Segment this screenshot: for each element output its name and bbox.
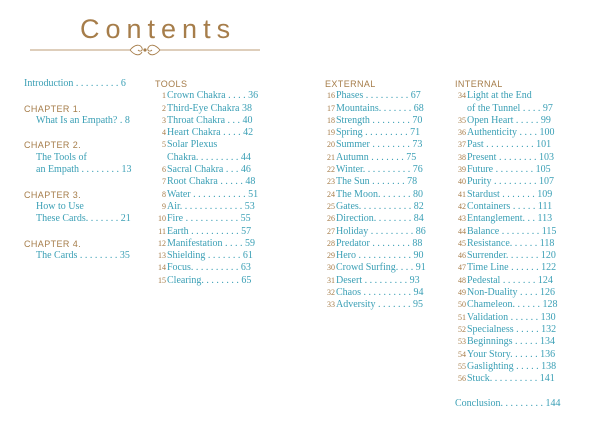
entry-number: 20	[327, 140, 335, 150]
entry-number: 4	[162, 128, 166, 138]
entry-title: Entanglement. . . 113	[467, 213, 553, 225]
entry-title: Resistance. . . . . . 118	[467, 237, 555, 249]
entry-title: Crown Chakra . . . . 36	[167, 90, 259, 102]
toc-entry[interactable]	[325, 287, 455, 299]
entry-title: Winter. . . . . . . . . . 76	[336, 164, 423, 176]
toc-entry[interactable]	[455, 152, 595, 164]
entry-title: Strength . . . . . . . . 70	[336, 114, 423, 126]
entry-title: Root Chakra . . . . . 48	[167, 176, 256, 188]
toc-entry[interactable]	[455, 361, 595, 373]
entry-number: 43	[458, 214, 466, 224]
external-list	[325, 90, 455, 311]
entry-title: Autumn . . . . . . . 75	[336, 151, 417, 163]
entry-title: Earth . . . . . . . . . . 57	[167, 225, 252, 237]
entry-title: Focus. . . . . . . . . . 63	[167, 262, 251, 274]
entry-number: 32	[327, 288, 335, 298]
toc-entry-chapter[interactable]: The Tools of	[36, 151, 87, 163]
entry-title: Throat Chakra . . . 40	[167, 114, 253, 126]
page-title: Contents	[80, 14, 237, 44]
entry-title: Validation . . . . . . 130	[467, 311, 556, 323]
entry-title: Hero . . . . . . . . . . . 90	[336, 250, 424, 262]
entry-title: Authenticity . . . . 100	[467, 127, 555, 139]
toc-entry[interactable]	[155, 90, 285, 102]
entry-number: 37	[458, 140, 466, 150]
entry-number: 12	[158, 238, 166, 248]
toc-entry[interactable]	[155, 152, 285, 164]
toc-entry[interactable]	[455, 90, 595, 102]
entry-number: 13	[158, 251, 166, 261]
toc-entry[interactable]	[155, 238, 285, 250]
contents-column-internal	[455, 78, 595, 410]
entry-number: 16	[327, 91, 335, 101]
entry-number: 5	[162, 140, 166, 150]
entry-title: Clearing. . . . . . . . 65	[167, 274, 252, 286]
toc-entry[interactable]	[325, 201, 455, 213]
entry-number: 26	[327, 214, 335, 224]
entry-title: Chakra. . . . . . . . . 44	[167, 151, 251, 163]
entry-number: 25	[327, 201, 335, 211]
entry-title: Non-Duality . . . . 126	[467, 287, 556, 299]
entry-number: 49	[458, 288, 466, 298]
entry-number: 22	[327, 165, 335, 175]
section-heading-tools: TOOLS	[155, 79, 188, 89]
entry-number: 9	[162, 201, 166, 211]
toc-entry[interactable]	[325, 213, 455, 225]
toc-entry[interactable]	[325, 164, 455, 176]
entry-title: Phases . . . . . . . . . 67	[336, 90, 421, 102]
entry-title: Containers . . . . . 111	[467, 200, 553, 212]
entry-number: 29	[327, 251, 335, 261]
contents-column-intro	[24, 78, 154, 262]
entry-title: Chameleon. . . . . . 128	[467, 299, 558, 311]
toc-entry[interactable]	[155, 115, 285, 127]
toc-entry[interactable]	[455, 336, 595, 348]
entry-number: 55	[458, 361, 466, 371]
entry-number: 51	[458, 312, 466, 322]
entry-title: Crowd Surfing. . . . 91	[336, 262, 426, 274]
chapter-heading: CHAPTER 3.	[24, 189, 82, 200]
entry-number: 8	[162, 189, 166, 199]
entry-title: Specialness . . . . . 132	[467, 323, 557, 335]
toc-entry[interactable]	[455, 250, 595, 262]
toc-entry[interactable]	[325, 176, 455, 188]
entry-number: 34	[458, 91, 466, 101]
toc-entry[interactable]	[155, 139, 285, 151]
toc-entry[interactable]	[455, 324, 595, 336]
toc-entry[interactable]	[455, 139, 595, 151]
toc-entry[interactable]	[325, 152, 455, 164]
contents-column-external	[325, 78, 455, 312]
toc-entry[interactable]	[155, 226, 285, 238]
toc-entry[interactable]	[455, 238, 595, 250]
entry-title: Water . . . . . . . . . . . 51	[167, 188, 259, 200]
entry-title: Time Line . . . . . . 122	[467, 262, 557, 274]
toc-entry[interactable]	[155, 250, 285, 262]
toc-entry[interactable]	[325, 238, 455, 250]
tools-list	[155, 90, 285, 287]
entry-title: Light at the End	[467, 90, 532, 102]
toc-entry[interactable]	[455, 312, 595, 324]
toc-entry-chapter[interactable]: These Cards. . . . . . . 21	[36, 213, 131, 225]
entry-title: Surrender. . . . . . . 120	[467, 250, 556, 262]
entry-number: 52	[458, 324, 466, 334]
entry-title: Heart Chakra . . . . 42	[167, 127, 254, 139]
entry-title: Third-Eye Chakra 38	[167, 102, 252, 114]
toc-entry[interactable]	[455, 201, 595, 213]
entry-number: 54	[458, 349, 466, 359]
entry-number: 17	[327, 103, 335, 113]
toc-entry[interactable]	[455, 349, 595, 361]
entry-number: 1	[162, 91, 166, 101]
entry-number: 46	[458, 251, 466, 261]
toc-entry[interactable]	[155, 213, 285, 225]
entry-number: 24	[327, 189, 335, 199]
entry-title: Sacral Chakra . . . 46	[167, 164, 251, 176]
entry-number: 21	[327, 152, 335, 162]
entry-title: Stardust . . . . . . . 109	[467, 188, 553, 200]
entry-number: 15	[158, 275, 166, 285]
toc-entry[interactable]	[325, 189, 455, 201]
toc-entry-introduction[interactable]: Introduction . . . . . . . . . 6	[24, 78, 126, 89]
entry-title: Solar Plexus	[167, 139, 218, 151]
entry-title: Beginnings . . . . . 134	[467, 336, 556, 348]
toc-entry-conclusion[interactable]: Conclusion. . . . . . . . . 144	[455, 397, 561, 409]
entry-title: Purity . . . . . . . . . 107	[467, 176, 554, 188]
entry-title: Pedestal . . . . . . . 124	[467, 274, 553, 286]
toc-entry[interactable]	[455, 213, 595, 225]
toc-entry-chapter[interactable]: How to Use	[36, 200, 84, 212]
toc-entry[interactable]	[155, 164, 285, 176]
toc-entry[interactable]	[325, 299, 455, 311]
entry-number: 47	[458, 263, 466, 273]
entry-title: of the Tunnel . . . . 97	[467, 102, 553, 114]
entry-number: 14	[158, 263, 166, 273]
entry-title: Desert . . . . . . . . . 93	[336, 274, 420, 286]
entry-title: Gaslighting . . . . . 138	[467, 360, 557, 372]
entry-title: Stuck. . . . . . . . . . 141	[467, 373, 555, 385]
toc-entry[interactable]	[325, 115, 455, 127]
toc-entry[interactable]	[455, 176, 595, 188]
entry-number: 19	[327, 128, 335, 138]
entry-title: Open Heart . . . . . 99	[467, 114, 551, 126]
entry-title: Adversity . . . . . . . 95	[336, 299, 423, 311]
entry-number: 36	[458, 128, 466, 138]
chapter-heading: CHAPTER 2.	[24, 140, 82, 151]
entry-number: 31	[327, 275, 335, 285]
toc-entry[interactable]	[325, 127, 455, 139]
toc-entry[interactable]	[325, 275, 455, 287]
toc-entry[interactable]	[455, 262, 595, 274]
entry-number: 2	[162, 103, 166, 113]
chapter-heading: CHAPTER 4.	[24, 238, 82, 249]
chapter-heading: CHAPTER 1.	[24, 103, 82, 114]
toc-entry[interactable]	[155, 127, 285, 139]
entry-number: 28	[327, 238, 335, 248]
entry-title: Direction. . . . . . . . 84	[336, 213, 424, 225]
entry-number: 50	[458, 300, 466, 310]
toc-entry[interactable]	[455, 103, 595, 115]
internal-list	[455, 90, 595, 385]
toc-entry-chapter[interactable]: The Cards . . . . . . . . 35	[36, 250, 130, 262]
entry-title: Shielding . . . . . . . 61	[167, 250, 253, 262]
toc-entry[interactable]	[455, 287, 595, 299]
entry-number: 53	[458, 337, 466, 347]
entry-number: 44	[458, 226, 466, 236]
entry-number: 11	[158, 226, 166, 236]
toc-entry[interactable]	[455, 115, 595, 127]
toc-entry[interactable]	[155, 176, 285, 188]
entry-title: The Moon. . . . . . . 80	[336, 188, 423, 200]
entry-number: 33	[327, 300, 335, 310]
entry-title: Spring . . . . . . . . . 71	[336, 127, 421, 139]
entry-title: Holiday . . . . . . . . . 86	[336, 225, 426, 237]
toc-entry-chapter[interactable]: an Empath . . . . . . . . 13	[36, 164, 132, 176]
entry-title: Air. . . . . . . . . . . . . 53	[167, 200, 255, 212]
toc-entry[interactable]	[455, 299, 595, 311]
entry-title: Your Story. . . . . . 136	[467, 348, 556, 360]
entry-number: 27	[327, 226, 335, 236]
entry-number: 40	[458, 177, 466, 187]
entry-title: Fire . . . . . . . . . . . 55	[167, 213, 251, 225]
toc-entry[interactable]	[455, 275, 595, 287]
entry-title: Predator . . . . . . . . 88	[336, 237, 423, 249]
entry-number: 7	[162, 177, 166, 187]
toc-entry[interactable]	[455, 127, 595, 139]
entry-number: 35	[458, 115, 466, 125]
entry-number: 48	[458, 275, 466, 285]
entry-number: 10	[158, 214, 166, 224]
entry-title: Past . . . . . . . . . . 101	[467, 139, 552, 151]
entry-number: 41	[458, 189, 466, 199]
toc-entry[interactable]	[455, 189, 595, 201]
entry-title: Present . . . . . . . . 103	[467, 151, 554, 163]
toc-entry[interactable]	[155, 262, 285, 274]
entry-number: 56	[458, 374, 466, 384]
entry-number: 45	[458, 238, 466, 248]
entry-number: 38	[458, 152, 466, 162]
entry-number: 39	[458, 165, 466, 175]
toc-entry[interactable]	[325, 90, 455, 102]
toc-entry[interactable]	[155, 275, 285, 287]
entry-number: 6	[162, 165, 166, 175]
entry-title: Future . . . . . . . . 105	[467, 164, 551, 176]
entry-number: 18	[327, 115, 335, 125]
toc-entry[interactable]	[155, 201, 285, 213]
toc-entry[interactable]	[325, 103, 455, 115]
toc-entry-chapter[interactable]: What Is an Empath? . 8	[36, 114, 130, 126]
flourish-divider-icon	[30, 42, 260, 58]
entry-number: 3	[162, 115, 166, 125]
toc-entry[interactable]	[155, 103, 285, 115]
entry-number: 42	[458, 201, 466, 211]
contents-column-tools	[155, 78, 285, 287]
toc-entry[interactable]	[455, 226, 595, 238]
toc-entry[interactable]	[325, 250, 455, 262]
entry-number: 23	[327, 177, 335, 187]
toc-entry[interactable]	[155, 189, 285, 201]
toc-entry[interactable]	[325, 139, 455, 151]
toc-entry[interactable]	[325, 262, 455, 274]
entry-title: Mountains. . . . . . . 68	[336, 102, 424, 114]
toc-entry[interactable]	[455, 164, 595, 176]
section-heading-internal: INTERNAL	[455, 79, 503, 89]
entry-title: The Sun . . . . . . . 78	[336, 176, 418, 188]
toc-entry[interactable]	[325, 226, 455, 238]
toc-entry[interactable]	[455, 373, 595, 385]
entry-title: Balance . . . . . . . . 115	[467, 225, 557, 237]
entry-title: Gates. . . . . . . . . . . 82	[336, 200, 424, 212]
section-heading-external: EXTERNAL	[325, 79, 376, 89]
entry-title: Manifestation . . . . 59	[167, 237, 256, 249]
entry-title: Chaos . . . . . . . . . . 94	[336, 287, 424, 299]
entry-title: Summer . . . . . . . . 73	[336, 139, 423, 151]
entry-number: 30	[327, 263, 335, 273]
